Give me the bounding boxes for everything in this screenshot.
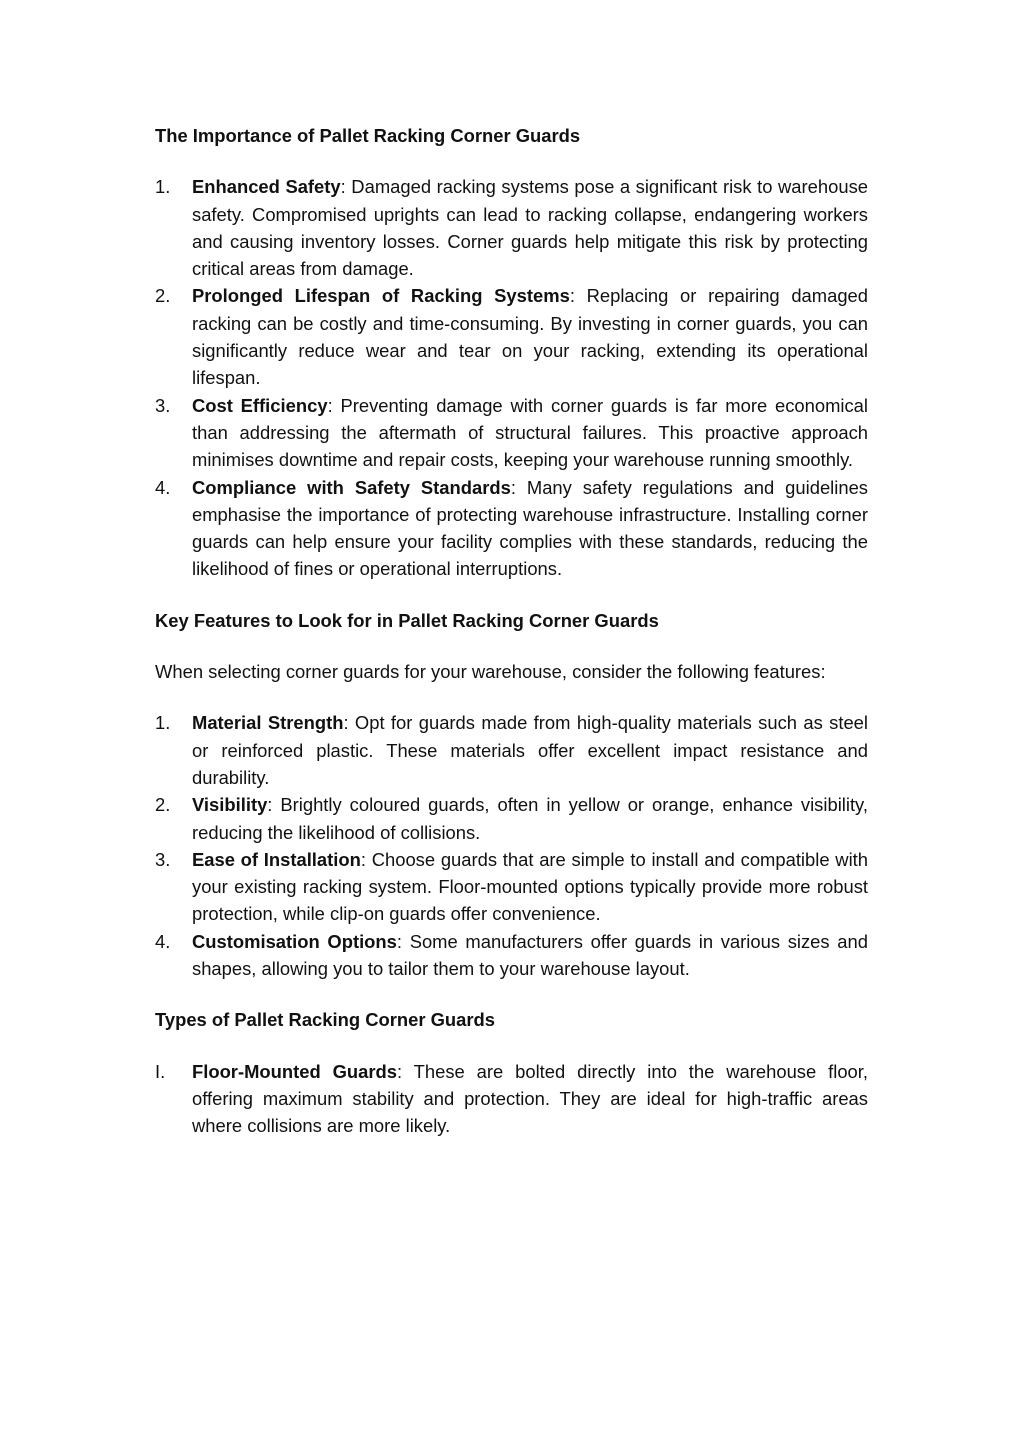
list-text: : Damaged racking systems pose a significant risk to warehouse safety. Compromised uprights can lead to racking collapse, endangering workers and causing inventory losses. Corner guards help mitigate this risk by protecting critical areas from damage.: [192, 176, 868, 280]
list-item: [155, 709, 868, 791]
list-text: : Replacing or repairing damaged racking can be costly and time-consuming. By investing in corner guards, you can significantly reduce wear and tear on your racking, extending its operational lifespan.: [192, 285, 869, 389]
section-heading: Types of Pallet Racking Corner Guards: [155, 1009, 495, 1031]
list-item: [155, 474, 868, 583]
list-item: [155, 173, 868, 282]
list-item: [155, 791, 868, 846]
numbered-list: [155, 173, 868, 582]
list-text: : Preventing damage with corner guards is far more economical than addressing the aftermath of structural failures. This proactive approach minimises downtime and repair costs, keeping your warehouse running smoothly.: [192, 394, 868, 471]
list-number: 2.: [155, 794, 171, 816]
list-term: Prolonged Lifespan of Racking Systems: [192, 285, 570, 307]
list-term: Customisation Options: [192, 930, 397, 952]
list-term: Ease of Installation: [192, 848, 361, 870]
list-text: : Some manufacturers offer guards in various sizes and shapes, allowing you to tailor them to your warehouse layout.: [192, 930, 868, 980]
list-item: [155, 928, 868, 983]
list-text: : These are bolted directly into the warehouse floor, offering maximum stability and protection. They are ideal for high-traffic areas where collisions are more likely.: [192, 1060, 868, 1137]
list-number: I.: [155, 1060, 166, 1082]
list-item: [155, 282, 868, 391]
numbered-list: [155, 709, 868, 982]
list-term: Visibility: [192, 794, 268, 816]
list-text: : Many safety regulations and guidelines emphasise the importance of protecting warehouse infrastructure. Installing corner guards can help ensure your facility complies with these standards, reducing the likelihood of fines or operational interruptions.: [192, 476, 868, 580]
list-number: 4.: [155, 476, 171, 498]
list-text: : Brightly coloured guards, often in yellow or orange, enhance visibility, reducing the likelihood of collisions.: [192, 794, 868, 843]
section-intro: When selecting corner guards for your warehouse, consider the following features:: [155, 661, 826, 683]
document-body: [155, 122, 868, 1140]
list-number: 3.: [155, 848, 171, 870]
list-item: [155, 1058, 868, 1140]
list-number: 2.: [155, 285, 171, 307]
list-text: : Choose guards that are simple to install and compatible with your existing racking system. Floor-mounted options typically provide more robust protection, while clip-on guards offer convenience.: [192, 848, 868, 925]
list-term: Enhanced Safety: [192, 176, 341, 198]
section-heading: Key Features to Look for in Pallet Racking Corner Guards: [155, 609, 659, 631]
roman-list: [155, 1058, 868, 1140]
list-term: Cost Efficiency: [192, 394, 328, 416]
section-heading: The Importance of Pallet Racking Corner Guards: [155, 125, 581, 146]
list-term: Compliance with Safety Standards: [192, 476, 511, 498]
list-number: 3.: [155, 394, 171, 416]
list-text: : Opt for guards made from high-quality materials such as steel or reinforced plastic. These materials offer excellent impact resistance and durability.: [192, 712, 868, 788]
list-term: Material Strength: [192, 712, 344, 734]
list-number: 1.: [155, 176, 171, 198]
list-term: Floor-Mounted Guards: [192, 1060, 397, 1082]
list-number: 4.: [155, 930, 171, 952]
list-number: 1.: [155, 712, 171, 734]
list-item: [155, 846, 868, 928]
list-item: [155, 392, 868, 474]
